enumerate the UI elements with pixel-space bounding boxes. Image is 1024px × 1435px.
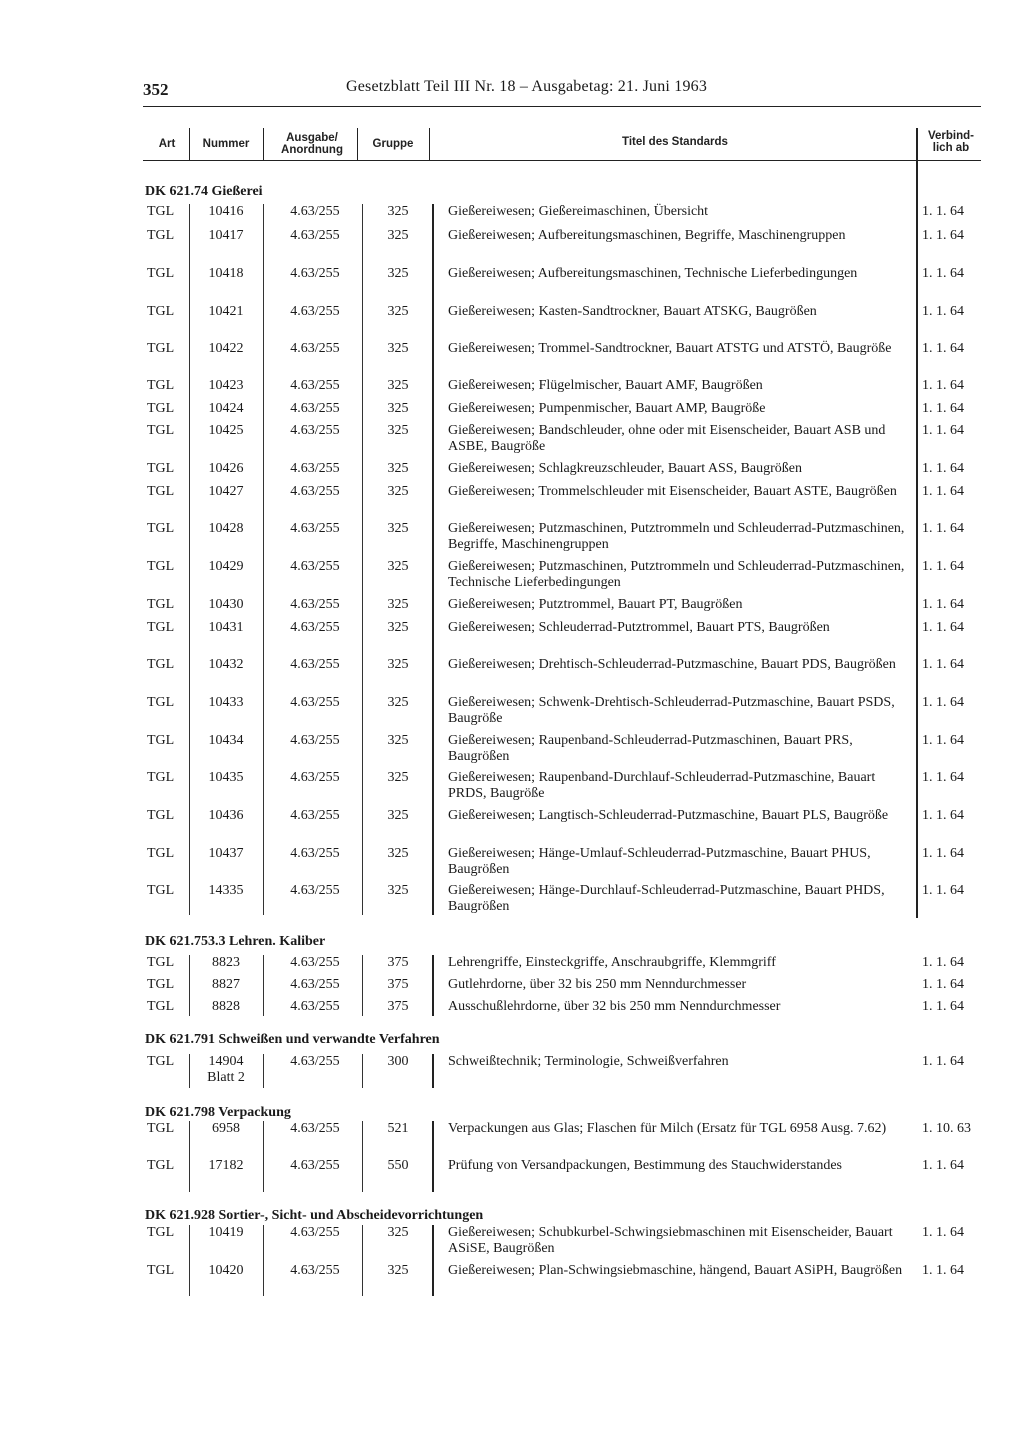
cell-nummer bbox=[196, 521, 256, 537]
cell-titel: Gießereiwesen; Langtisch-Schleuderrad-Putzmaschine, Bauart PLS, Baugröße bbox=[448, 808, 889, 823]
cell-ausgabe: 4.63/255 bbox=[290, 228, 340, 243]
column-divider bbox=[362, 955, 363, 1016]
column-divider bbox=[432, 1121, 434, 1192]
cell-gruppe: 325 bbox=[387, 521, 409, 536]
cell-art: TGL bbox=[147, 204, 175, 219]
cell-titel: Gießereiwesen; Pumpenmischer, Bauart AMP, Baugröße bbox=[448, 401, 766, 416]
cell-art: TGL bbox=[147, 266, 175, 281]
cell-ausgabe: 4.63/255 bbox=[290, 1121, 340, 1136]
cell-nummer bbox=[196, 695, 256, 711]
cell-art: TGL bbox=[147, 401, 175, 416]
cell-verbindlich: 1. 1. 64 bbox=[922, 695, 964, 710]
cell-ausgabe: 4.63/255 bbox=[290, 808, 340, 823]
cell-titel: Gießereiwesen; Aufbereitungsmaschinen, Technische Lieferbedingungen bbox=[448, 266, 858, 281]
cell-verbindlich: 1. 1. 64 bbox=[922, 461, 964, 476]
cell-ausgabe: 4.63/255 bbox=[290, 695, 340, 710]
cell-nummer-value: 10425 bbox=[208, 423, 244, 438]
cell-gruppe: 325 bbox=[387, 808, 409, 823]
cell-gruppe: 325 bbox=[387, 883, 409, 898]
cell-nummer-value: 6958 bbox=[212, 1121, 240, 1136]
cell-ausgabe: 4.63/255 bbox=[290, 484, 340, 499]
cell-titel: Gießereiwesen; Plan-Schwingsiebmaschine, hängend, Bauart ASiPH, Baugrößen bbox=[448, 1263, 903, 1278]
cell-nummer-value: 10418 bbox=[208, 266, 244, 281]
cell-nummer bbox=[196, 559, 256, 575]
verbindlich-column-rule bbox=[916, 128, 918, 918]
cell-nummer-value: 10421 bbox=[208, 304, 244, 319]
cell-ausgabe: 4.63/255 bbox=[290, 955, 340, 970]
cell-ausgabe: 4.63/255 bbox=[290, 378, 340, 393]
column-divider bbox=[362, 1225, 363, 1296]
cell-ausgabe: 4.63/255 bbox=[290, 521, 340, 536]
cell-gruppe: 325 bbox=[387, 228, 409, 243]
cell-titel: Gießereiwesen; Schlagkreuzschleuder, Bauart ASS, Baugrößen bbox=[448, 461, 802, 476]
cell-titel: Schweißtechnik; Terminologie, Schweißverfahren bbox=[448, 1054, 729, 1069]
cell-verbindlich: 1. 1. 64 bbox=[922, 1225, 964, 1240]
cell-nummer-value: 10426 bbox=[208, 461, 244, 476]
cell-verbindlich: 1. 1. 64 bbox=[922, 266, 964, 281]
cell-verbindlich: 1. 1. 64 bbox=[922, 204, 964, 219]
column-divider bbox=[263, 1121, 264, 1192]
cell-verbindlich: 1. 1. 64 bbox=[922, 341, 964, 356]
cell-ausgabe: 4.63/255 bbox=[290, 977, 340, 992]
cell-art: TGL bbox=[147, 955, 175, 970]
cell-nummer bbox=[196, 883, 256, 899]
cell-nummer bbox=[196, 846, 256, 862]
cell-verbindlich: 1. 10. 63 bbox=[922, 1121, 971, 1136]
cell-verbindlich: 1. 1. 64 bbox=[922, 378, 964, 393]
cell-gruppe: 521 bbox=[387, 1121, 409, 1136]
cell-titel: Gießereiwesen; Flügelmischer, Bauart AMF, Baugrößen bbox=[448, 378, 763, 393]
column-divider bbox=[189, 1054, 190, 1088]
cell-nummer-value: 10423 bbox=[208, 378, 244, 393]
cell-titel: Gießereiwesen; Trommel-Sandtrockner, Bauart ATSTG und ATSTÖ, Baugröße bbox=[448, 341, 892, 356]
cell-art: TGL bbox=[147, 461, 175, 476]
cell-nummer-value: 17182 bbox=[208, 1158, 244, 1173]
column-divider bbox=[189, 128, 190, 160]
cell-verbindlich: 1. 1. 64 bbox=[922, 521, 964, 536]
cell-nummer-sub: Blatt 2 bbox=[207, 1070, 245, 1085]
cell-nummer bbox=[196, 266, 256, 282]
cell-nummer-value: 10434 bbox=[208, 733, 244, 748]
cell-art: TGL bbox=[147, 695, 175, 710]
cell-gruppe: 325 bbox=[387, 378, 409, 393]
cell-titel: Gießereiwesen; Hänge-Durchlauf-Schleuderrad-Putzmaschine, Bauart PHDS, Baugrößen bbox=[448, 883, 885, 914]
page-header-title: Gesetzblatt Teil III Nr. 18 – Ausgabetag: 21. Juni 1963 bbox=[346, 78, 708, 95]
section-title: DK 621.791 Schweißen und verwandte Verfahren bbox=[145, 1032, 440, 1047]
cell-art: TGL bbox=[147, 1158, 175, 1173]
cell-ausgabe: 4.63/255 bbox=[290, 1054, 340, 1069]
cell-ausgabe: 4.63/255 bbox=[290, 597, 340, 612]
cell-art: TGL bbox=[147, 559, 175, 574]
cell-ausgabe: 4.63/255 bbox=[290, 999, 340, 1014]
cell-nummer-value: 14904 bbox=[208, 1054, 244, 1069]
column-header-gruppe: Gruppe bbox=[372, 138, 414, 150]
column-divider bbox=[189, 1225, 190, 1296]
cell-art: TGL bbox=[147, 999, 175, 1014]
cell-art: TGL bbox=[147, 423, 175, 438]
cell-verbindlich: 1. 1. 64 bbox=[922, 423, 964, 438]
cell-gruppe: 325 bbox=[387, 1225, 409, 1240]
cell-gruppe: 325 bbox=[387, 423, 409, 438]
cell-ausgabe: 4.63/255 bbox=[290, 401, 340, 416]
cell-ausgabe: 4.63/255 bbox=[290, 461, 340, 476]
cell-gruppe: 325 bbox=[387, 657, 409, 672]
cell-gruppe: 325 bbox=[387, 1263, 409, 1278]
cell-titel: Gießereiwesen; Putzmaschinen, Putztrommeln und Schleuderrad-Putzmaschinen, Begriffe, Maschinengruppen bbox=[448, 521, 905, 552]
column-divider bbox=[432, 1054, 434, 1088]
cell-titel: Gießereiwesen; Bandschleuder, ohne oder mit Eisenscheider, Bauart ASB und ASBE, Baugröße bbox=[448, 423, 886, 454]
cell-nummer-value: 10416 bbox=[208, 204, 244, 219]
cell-nummer bbox=[196, 999, 256, 1015]
cell-nummer-value: 8827 bbox=[212, 977, 240, 992]
cell-gruppe: 325 bbox=[387, 620, 409, 635]
cell-nummer-value: 10436 bbox=[208, 808, 244, 823]
cell-art: TGL bbox=[147, 733, 175, 748]
cell-titel: Gießereiwesen; Putzmaschinen, Putztrommeln und Schleuderrad-Putzmaschinen, Technische Lieferbedingungen bbox=[448, 559, 905, 590]
cell-nummer bbox=[196, 1054, 256, 1086]
cell-art: TGL bbox=[147, 304, 175, 319]
cell-titel: Gießereiwesen; Trommelschleuder mit Eisenscheider, Bauart ASTE, Baugrößen bbox=[448, 484, 897, 499]
column-divider bbox=[189, 204, 190, 915]
column-divider bbox=[429, 128, 430, 160]
cell-nummer bbox=[196, 1158, 256, 1174]
cell-nummer-value: 10419 bbox=[208, 1225, 244, 1240]
cell-art: TGL bbox=[147, 657, 175, 672]
cell-gruppe: 325 bbox=[387, 770, 409, 785]
cell-nummer bbox=[196, 204, 256, 220]
cell-art: TGL bbox=[147, 846, 175, 861]
cell-titel: Gießereiwesen; Raupenband-Schleuderrad-Putzmaschinen, Bauart PRS, Baugrößen bbox=[448, 733, 853, 764]
cell-gruppe: 325 bbox=[387, 461, 409, 476]
section-title: DK 621.753.3 Lehren. Kaliber bbox=[145, 934, 326, 949]
cell-gruppe: 375 bbox=[387, 977, 409, 992]
column-divider bbox=[263, 1054, 264, 1088]
cell-nummer-value: 10430 bbox=[208, 597, 244, 612]
cell-verbindlich: 1. 1. 64 bbox=[922, 401, 964, 416]
cell-art: TGL bbox=[147, 341, 175, 356]
cell-ausgabe: 4.63/255 bbox=[290, 733, 340, 748]
cell-verbindlich: 1. 1. 64 bbox=[922, 620, 964, 635]
cell-gruppe: 325 bbox=[387, 401, 409, 416]
cell-nummer bbox=[196, 423, 256, 439]
cell-verbindlich: 1. 1. 64 bbox=[922, 1263, 964, 1278]
cell-art: TGL bbox=[147, 378, 175, 393]
cell-ausgabe: 4.63/255 bbox=[290, 341, 340, 356]
cell-verbindlich: 1. 1. 64 bbox=[922, 1158, 964, 1173]
cell-ausgabe: 4.63/255 bbox=[290, 266, 340, 281]
cell-nummer bbox=[196, 341, 256, 357]
cell-verbindlich: 1. 1. 64 bbox=[922, 559, 964, 574]
column-divider bbox=[263, 128, 264, 160]
cell-titel: Gießereiwesen; Raupenband-Durchlauf-Schleuderrad-Putzmaschine, Bauart PRDS, Baugröße bbox=[448, 770, 876, 801]
cell-nummer bbox=[196, 401, 256, 417]
column-divider bbox=[263, 1225, 264, 1296]
cell-gruppe: 325 bbox=[387, 733, 409, 748]
cell-nummer-value: 10435 bbox=[208, 770, 244, 785]
column-divider bbox=[432, 204, 434, 915]
cell-titel: Gutlehrdorne, über 32 bis 250 mm Nenndurchmesser bbox=[448, 977, 747, 992]
cell-ausgabe: 4.63/255 bbox=[290, 559, 340, 574]
cell-ausgabe: 4.63/255 bbox=[290, 304, 340, 319]
cell-titel: Gießereiwesen; Gießereimaschinen, Übersicht bbox=[448, 204, 709, 219]
cell-gruppe: 325 bbox=[387, 341, 409, 356]
cell-nummer bbox=[196, 977, 256, 993]
cell-verbindlich: 1. 1. 64 bbox=[922, 955, 964, 970]
column-header-verbindlich: Verbind- lich ab bbox=[927, 130, 974, 154]
column-header-art: Art bbox=[158, 138, 176, 150]
cell-art: TGL bbox=[147, 620, 175, 635]
cell-verbindlich: 1. 1. 64 bbox=[922, 657, 964, 672]
column-divider bbox=[362, 1054, 363, 1088]
cell-gruppe: 325 bbox=[387, 846, 409, 861]
table-header-rule bbox=[143, 160, 981, 161]
column-divider bbox=[362, 1121, 363, 1192]
cell-nummer-value: 10433 bbox=[208, 695, 244, 710]
cell-art: TGL bbox=[147, 770, 175, 785]
cell-gruppe: 550 bbox=[387, 1158, 409, 1173]
cell-art: TGL bbox=[147, 883, 175, 898]
cell-nummer-value: 8828 bbox=[212, 999, 240, 1014]
cell-ausgabe: 4.63/255 bbox=[290, 620, 340, 635]
cell-titel: Ausschußlehrdorne, über 32 bis 250 mm Nenndurchmesser bbox=[448, 999, 781, 1014]
column-header-nummer: Nummer bbox=[202, 138, 250, 150]
cell-gruppe: 300 bbox=[387, 1054, 409, 1069]
cell-nummer bbox=[196, 955, 256, 971]
cell-art: TGL bbox=[147, 484, 175, 499]
cell-ausgabe: 4.63/255 bbox=[290, 846, 340, 861]
page-number: 352 bbox=[143, 80, 169, 99]
cell-nummer bbox=[196, 228, 256, 244]
cell-nummer-value: 10431 bbox=[208, 620, 244, 635]
cell-titel: Gießereiwesen; Schubkurbel-Schwingsiebmaschinen mit Eisenscheider, Bauart ASiSE, Baugrößen bbox=[448, 1225, 893, 1256]
column-divider bbox=[362, 204, 363, 915]
cell-nummer-value: 14335 bbox=[208, 883, 244, 898]
cell-verbindlich: 1. 1. 64 bbox=[922, 733, 964, 748]
cell-titel: Gießereiwesen; Drehtisch-Schleuderrad-Putzmaschine, Bauart PDS, Baugrößen bbox=[448, 657, 896, 672]
cell-verbindlich: 1. 1. 64 bbox=[922, 1054, 964, 1069]
cell-nummer bbox=[196, 484, 256, 500]
cell-titel: Gießereiwesen; Schleuderrad-Putztrommel, Bauart PTS, Baugrößen bbox=[448, 620, 830, 635]
cell-nummer bbox=[196, 733, 256, 749]
cell-ausgabe: 4.63/255 bbox=[290, 1158, 340, 1173]
cell-ausgabe: 4.63/255 bbox=[290, 204, 340, 219]
column-divider bbox=[263, 204, 264, 915]
cell-verbindlich: 1. 1. 64 bbox=[922, 304, 964, 319]
cell-titel: Prüfung von Versandpackungen, Bestimmung des Stauchwiderstandes bbox=[448, 1158, 843, 1173]
column-divider bbox=[432, 1225, 434, 1296]
cell-art: TGL bbox=[147, 1225, 175, 1240]
cell-verbindlich: 1. 1. 64 bbox=[922, 770, 964, 785]
cell-nummer-value: 10422 bbox=[208, 341, 244, 356]
cell-art: TGL bbox=[147, 597, 175, 612]
cell-verbindlich: 1. 1. 64 bbox=[922, 484, 964, 499]
cell-nummer-value: 10424 bbox=[208, 401, 244, 416]
cell-verbindlich: 1. 1. 64 bbox=[922, 999, 964, 1014]
cell-gruppe: 375 bbox=[387, 955, 409, 970]
column-divider bbox=[189, 955, 190, 1016]
cell-titel: Lehrengriffe, Einsteckgriffe, Anschraubgriffe, Klemmgriff bbox=[448, 955, 776, 970]
cell-nummer bbox=[196, 461, 256, 477]
cell-verbindlich: 1. 1. 64 bbox=[922, 228, 964, 243]
cell-nummer-value: 10417 bbox=[208, 228, 244, 243]
cell-nummer bbox=[196, 1121, 256, 1137]
cell-ausgabe: 4.63/255 bbox=[290, 1225, 340, 1240]
cell-nummer-value: 10428 bbox=[208, 521, 244, 536]
cell-gruppe: 325 bbox=[387, 204, 409, 219]
section-title: DK 621.928 Sortier-, Sicht- und Abscheidevorrichtungen bbox=[145, 1208, 484, 1223]
cell-art: TGL bbox=[147, 228, 175, 243]
section-title: DK 621.74 Gießerei bbox=[145, 184, 263, 199]
cell-gruppe: 325 bbox=[387, 484, 409, 499]
cell-nummer bbox=[196, 620, 256, 636]
cell-titel: Gießereiwesen; Putztrommel, Bauart PT, Baugrößen bbox=[448, 597, 743, 612]
cell-nummer bbox=[196, 304, 256, 320]
cell-art: TGL bbox=[147, 977, 175, 992]
cell-nummer-value: 10420 bbox=[208, 1263, 244, 1278]
header-rule bbox=[143, 106, 981, 107]
column-divider bbox=[263, 955, 264, 1016]
cell-gruppe: 325 bbox=[387, 266, 409, 281]
cell-art: TGL bbox=[147, 808, 175, 823]
cell-titel: Gießereiwesen; Hänge-Umlauf-Schleuderrad-Putzmaschine, Bauart PHUS, Baugrößen bbox=[448, 846, 871, 877]
cell-nummer bbox=[196, 1263, 256, 1279]
column-header-ausgabe: Ausgabe/ Anordnung bbox=[281, 132, 343, 156]
cell-verbindlich: 1. 1. 64 bbox=[922, 846, 964, 861]
cell-titel: Gießereiwesen; Schwenk-Drehtisch-Schleuderrad-Putzmaschine, Bauart PSDS, Baugröße bbox=[448, 695, 895, 726]
cell-nummer-value: 10429 bbox=[208, 559, 244, 574]
column-header-titel: Titel des Standards bbox=[622, 136, 728, 148]
cell-nummer-value: 8823 bbox=[212, 955, 240, 970]
cell-verbindlich: 1. 1. 64 bbox=[922, 597, 964, 612]
column-divider bbox=[432, 955, 434, 1016]
cell-nummer-value: 10432 bbox=[208, 657, 244, 672]
cell-nummer bbox=[196, 378, 256, 394]
cell-gruppe: 325 bbox=[387, 597, 409, 612]
cell-titel: Verpackungen aus Glas; Flaschen für Milch (Ersatz für TGL 6958 Ausg. 7.62) bbox=[448, 1121, 887, 1136]
cell-ausgabe: 4.63/255 bbox=[290, 1263, 340, 1278]
cell-titel: Gießereiwesen; Kasten-Sandtrockner, Bauart ATSKG, Baugrößen bbox=[448, 304, 817, 319]
cell-nummer-value: 10427 bbox=[208, 484, 244, 499]
cell-gruppe: 325 bbox=[387, 559, 409, 574]
cell-gruppe: 325 bbox=[387, 695, 409, 710]
cell-nummer-value: 10437 bbox=[208, 846, 244, 861]
cell-nummer bbox=[196, 770, 256, 786]
cell-art: TGL bbox=[147, 521, 175, 536]
cell-nummer bbox=[196, 597, 256, 613]
column-divider bbox=[189, 1121, 190, 1192]
cell-art: TGL bbox=[147, 1263, 175, 1278]
cell-ausgabe: 4.63/255 bbox=[290, 423, 340, 438]
column-divider bbox=[357, 128, 358, 160]
cell-verbindlich: 1. 1. 64 bbox=[922, 977, 964, 992]
cell-nummer bbox=[196, 1225, 256, 1241]
cell-ausgabe: 4.63/255 bbox=[290, 883, 340, 898]
cell-gruppe: 375 bbox=[387, 999, 409, 1014]
cell-nummer bbox=[196, 808, 256, 824]
cell-ausgabe: 4.63/255 bbox=[290, 770, 340, 785]
cell-art: TGL bbox=[147, 1054, 175, 1069]
cell-nummer bbox=[196, 657, 256, 673]
section-title: DK 621.798 Verpackung bbox=[145, 1105, 291, 1120]
cell-gruppe: 325 bbox=[387, 304, 409, 319]
cell-verbindlich: 1. 1. 64 bbox=[922, 808, 964, 823]
cell-ausgabe: 4.63/255 bbox=[290, 657, 340, 672]
cell-verbindlich: 1. 1. 64 bbox=[922, 883, 964, 898]
cell-titel: Gießereiwesen; Aufbereitungsmaschinen, Begriffe, Maschinengruppen bbox=[448, 228, 846, 243]
cell-art: TGL bbox=[147, 1121, 175, 1136]
